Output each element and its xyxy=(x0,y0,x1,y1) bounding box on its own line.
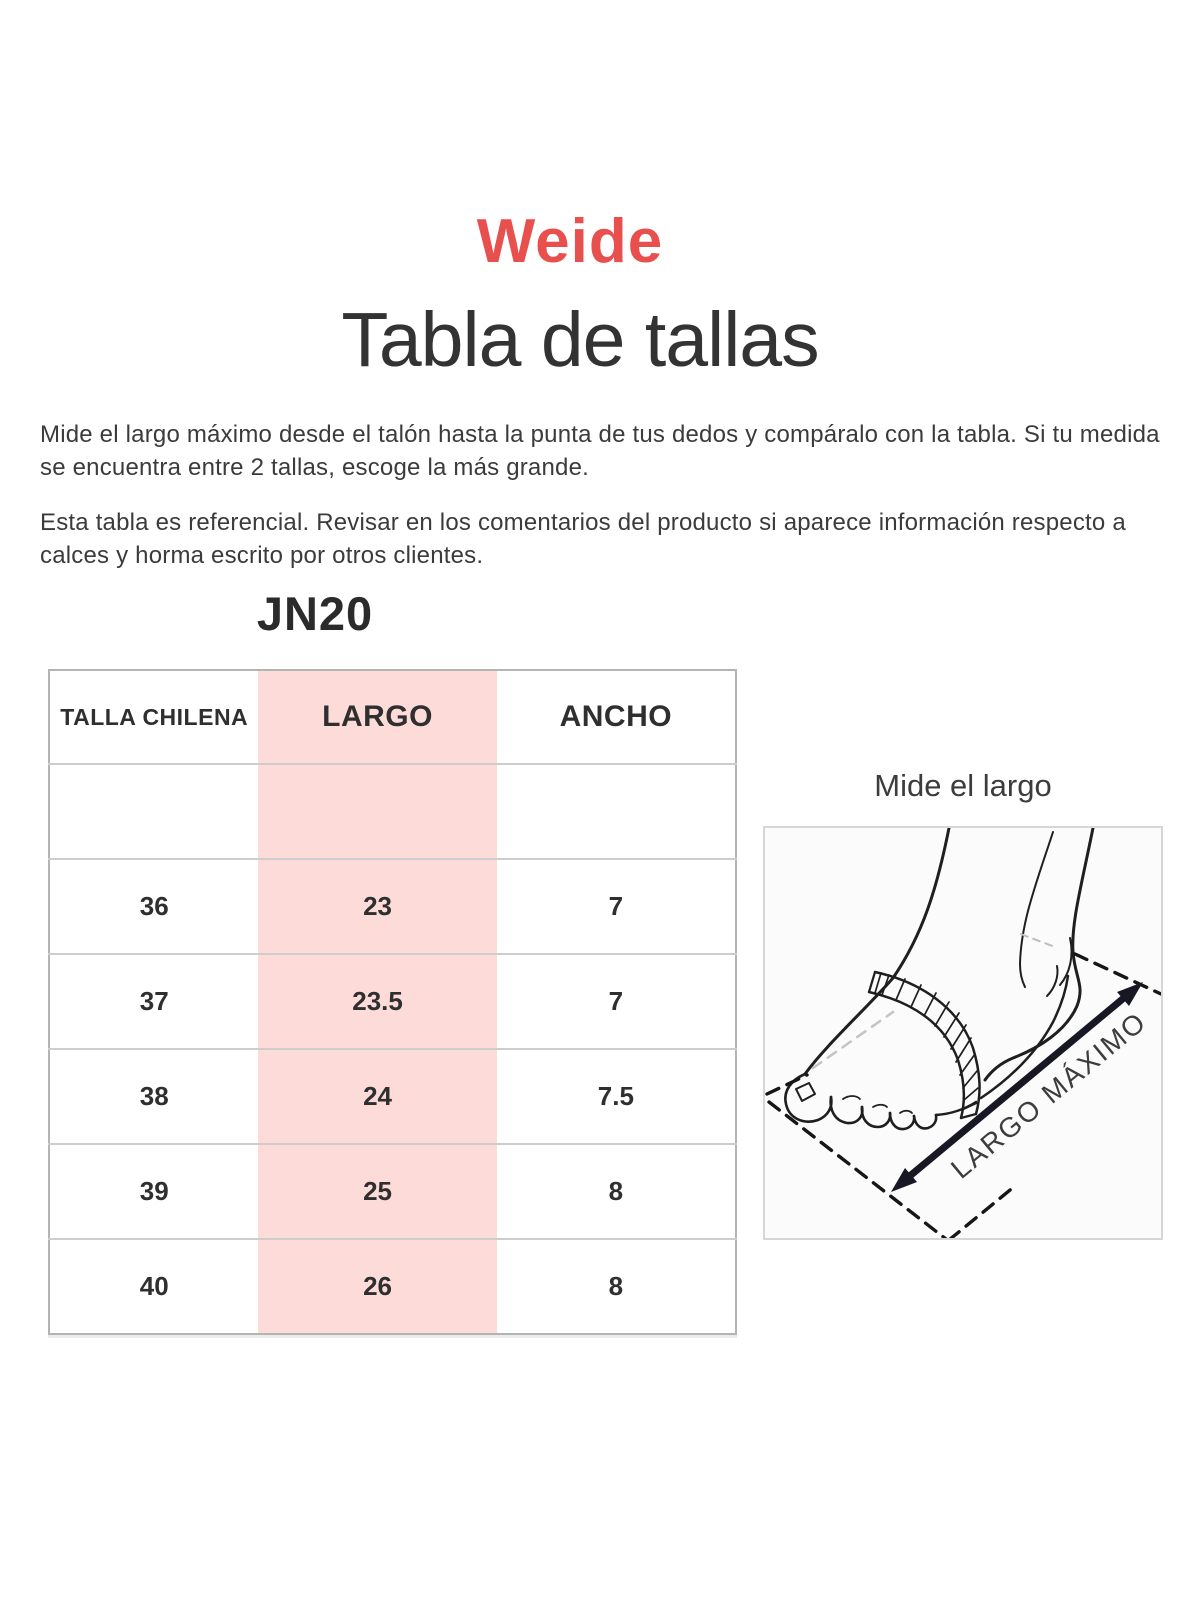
cell-ancho: 8 xyxy=(497,1144,736,1239)
empty-cell xyxy=(497,764,736,859)
brand-logo: Weide xyxy=(476,207,664,276)
table-row xyxy=(49,859,736,954)
cell-talla: 37 xyxy=(49,954,258,1049)
cell-ancho: 8 xyxy=(497,1239,736,1334)
arrow-label: LARGO MÁXIMO xyxy=(945,1005,1153,1185)
empty-cell xyxy=(258,764,496,859)
measure-guide-caption: Mide el largo xyxy=(874,768,1052,803)
table-row-empty xyxy=(49,764,736,859)
cell-largo: 26 xyxy=(258,1239,496,1334)
column-header-ancho: ANCHO xyxy=(559,700,673,733)
measure-guide-illustration xyxy=(763,826,1163,1240)
cell-largo: 25 xyxy=(258,1144,496,1239)
table-row xyxy=(49,954,736,1049)
table-row xyxy=(49,1239,736,1334)
cell-largo: 23.5 xyxy=(258,954,496,1049)
cell-talla: 40 xyxy=(49,1239,258,1334)
intro-paragraph-reference: Esta tabla es referencial. Revisar en los comentarios del producto si aparece información respecto a calces y horma escrito por otros clientes. xyxy=(40,509,1126,569)
column-header-largo: LARGO xyxy=(258,670,496,764)
cell-talla: 36 xyxy=(49,859,258,954)
page-title: Tabla de tallas xyxy=(341,297,819,383)
column-header-talla-chilena: TALLA CHILENA xyxy=(60,703,249,730)
table-row xyxy=(49,1144,736,1239)
foot-measure-diagram-icon xyxy=(765,828,1161,1238)
cell-talla: 39 xyxy=(49,1144,258,1239)
model-code-heading: JN20 xyxy=(256,587,374,640)
cell-talla: 38 xyxy=(49,1049,258,1144)
cell-ancho: 7.5 xyxy=(497,1049,736,1144)
cell-ancho: 7 xyxy=(497,954,736,1049)
intro-paragraph-measure: Mide el largo máximo desde el talón hasta la punta de tus dedos y compáralo con la tabla. Si tu medida se encuentra entre 2 tallas, escoge la más grande. xyxy=(40,421,1160,481)
empty-cell xyxy=(49,764,258,859)
cell-ancho: 7 xyxy=(497,859,736,954)
size-chart-table xyxy=(48,669,737,1335)
table-header-row xyxy=(49,670,736,764)
cell-largo: 23 xyxy=(258,859,496,954)
table-row xyxy=(49,1049,736,1144)
cell-largo: 24 xyxy=(258,1049,496,1144)
